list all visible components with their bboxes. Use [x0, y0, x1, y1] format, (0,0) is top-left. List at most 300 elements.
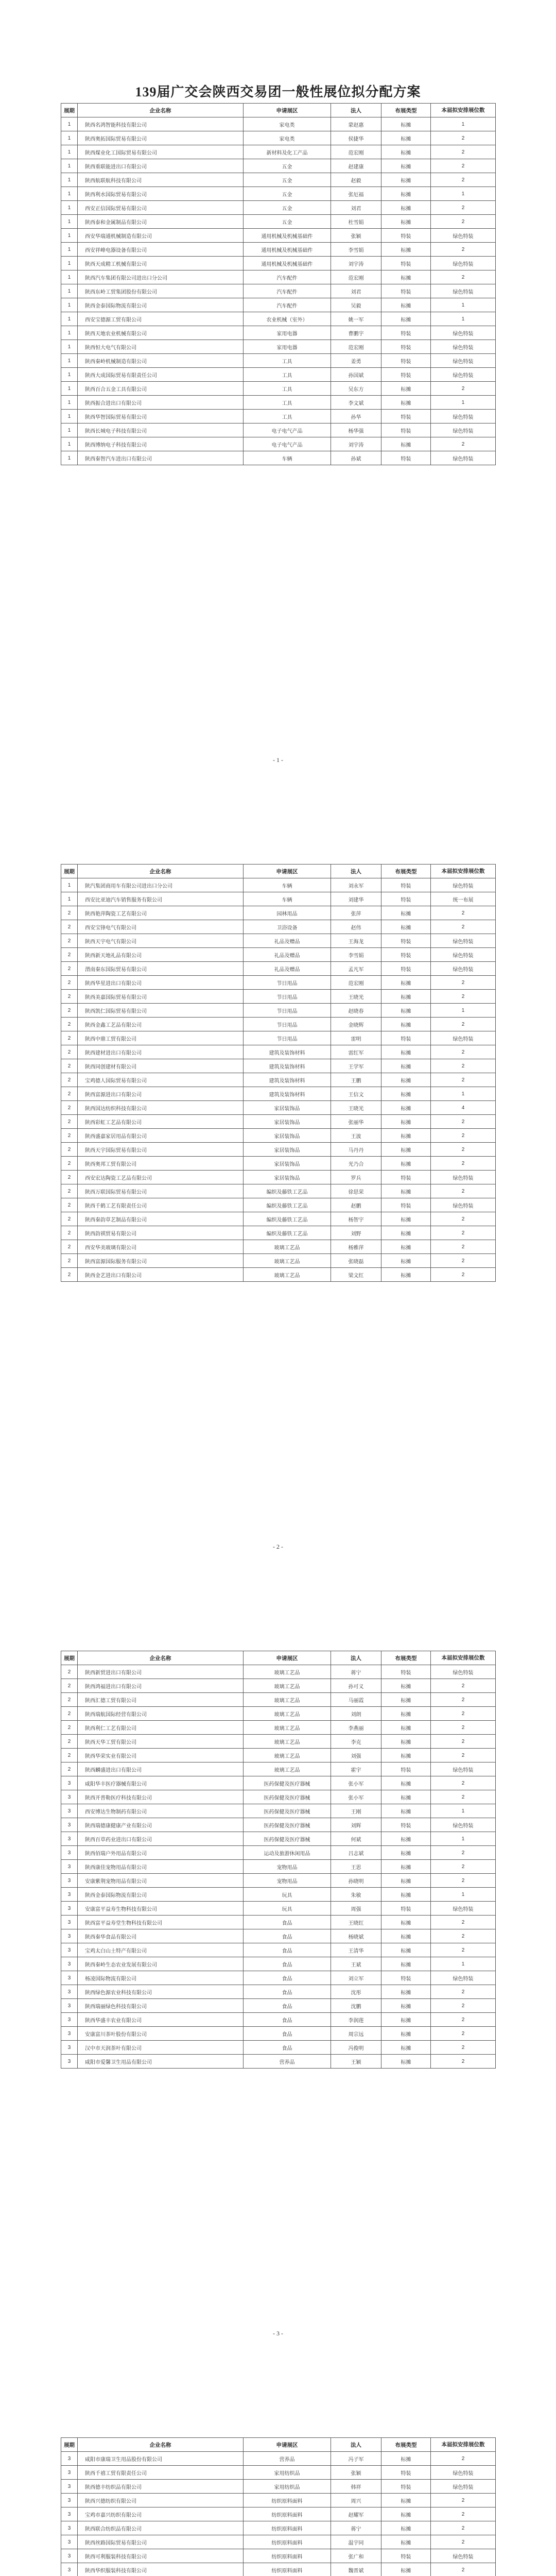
- col-company: 陕西奥邦工贸有限公司: [78, 1157, 244, 1171]
- col-booth-count: 2: [431, 215, 496, 229]
- table-row: [61, 243, 496, 257]
- col-booth-count: 绿色特装: [431, 284, 496, 298]
- col-category: 五金: [244, 187, 331, 201]
- col-legal-person: 李文斌: [331, 396, 381, 410]
- col-legal-person: 何斌: [331, 1832, 381, 1846]
- header-booth-count: 本届拟安排展位数: [431, 2438, 496, 2452]
- col-period: 2: [61, 1073, 78, 1087]
- col-legal-person: 蒋宁: [331, 2521, 381, 2535]
- col-period: 2: [61, 1171, 78, 1184]
- col-period: 2: [61, 1665, 78, 1679]
- col-booth-count: 2: [431, 1999, 496, 2013]
- col-legal-person: 吕志斌: [331, 1846, 381, 1860]
- col-legal-person: 范宏刚: [331, 976, 381, 990]
- col-company: 西安比亚迪汽车销售服务有限公司: [78, 892, 244, 906]
- col-period: 3: [61, 2027, 78, 2041]
- col-period: 1: [61, 187, 78, 201]
- table-row: [61, 1226, 496, 1240]
- page-number: - 3 -: [273, 2330, 283, 2337]
- col-category: 节日用品: [244, 1018, 331, 1031]
- col-legal-person: 冯子军: [331, 2452, 381, 2466]
- col-legal-person: 李雪娟: [331, 948, 381, 962]
- col-period: 2: [61, 1157, 78, 1171]
- table-row: [61, 1143, 496, 1157]
- col-company: 杨凌国际物流有限公司: [78, 1971, 244, 1985]
- col-company: 陕西联合纺织品有限公司: [78, 2521, 244, 2535]
- col-category: 营养品: [244, 2452, 331, 2466]
- col-period: 3: [61, 1846, 78, 1860]
- col-category: 五金: [244, 215, 331, 229]
- col-booth-type: 标摊: [381, 1268, 431, 1282]
- col-booth-count: 2: [431, 1929, 496, 1943]
- col-category: 电子电气产品: [244, 423, 331, 437]
- col-category: 医药保健及医疗器械: [244, 1818, 331, 1832]
- col-period: 2: [61, 976, 78, 990]
- col-category: 玻璃工艺品: [244, 1762, 331, 1776]
- col-booth-type: 标摊: [381, 1018, 431, 1031]
- table-row: [61, 354, 496, 368]
- col-company: 陕西佰瑞户外用品有限公司: [78, 1846, 244, 1860]
- col-period: 3: [61, 1832, 78, 1846]
- col-booth-count: 绿色特装: [431, 878, 496, 892]
- col-period: 2: [61, 1212, 78, 1226]
- header-legal-person: 法人: [331, 104, 381, 117]
- col-category: 家居装饰品: [244, 1157, 331, 1171]
- col-period: 3: [61, 2563, 78, 2576]
- table-row: [61, 1818, 496, 1832]
- col-booth-type: 标摊: [381, 1073, 431, 1087]
- col-period: 3: [61, 1916, 78, 1929]
- col-booth-type: 特装: [381, 2480, 431, 2494]
- col-category: 宠物用品: [244, 1874, 331, 1888]
- col-booth-type: 标摊: [381, 1226, 431, 1240]
- col-category: 食品: [244, 1999, 331, 2013]
- table-row: [61, 312, 496, 326]
- col-period: 3: [61, 1804, 78, 1818]
- col-legal-person: 温宇同: [331, 2535, 381, 2549]
- col-booth-type: 特装: [381, 229, 431, 243]
- col-booth-type: 标摊: [381, 1832, 431, 1846]
- col-company: 陕西富源进出口有限公司: [78, 1087, 244, 1101]
- col-category: 玻璃工艺品: [244, 1268, 331, 1282]
- col-booth-type: 标摊: [381, 243, 431, 257]
- col-period: 1: [61, 131, 78, 145]
- col-category: 汽车配件: [244, 270, 331, 284]
- col-booth-type: 标摊: [381, 1101, 431, 1115]
- col-company: 西安祥峰电器设备有限公司: [78, 243, 244, 257]
- col-booth-count: 2: [431, 173, 496, 187]
- header-legal-person: 法人: [331, 1651, 381, 1665]
- table-row: [61, 451, 496, 465]
- col-period: 1: [61, 340, 78, 354]
- col-category: 食品: [244, 1916, 331, 1929]
- col-company: 陕西汽车集团有限公司进出口分公司: [78, 270, 244, 284]
- table-row: [61, 2480, 496, 2494]
- col-booth-count: 2: [431, 1707, 496, 1721]
- col-period: 1: [61, 423, 78, 437]
- table-row: [61, 145, 496, 159]
- col-legal-person: 刘宇涛: [331, 257, 381, 270]
- col-category: 家电类: [244, 131, 331, 145]
- col-booth-count: 2: [431, 976, 496, 990]
- col-category: 营养品: [244, 2055, 331, 2069]
- col-category: 编织及藤铁工艺品: [244, 1184, 331, 1198]
- header-legal-person: 法人: [331, 865, 381, 878]
- table-row: [61, 2013, 496, 2027]
- col-booth-type: 特装: [381, 2549, 431, 2563]
- col-legal-person: 赵建康: [331, 159, 381, 173]
- col-legal-person: 赵鹏: [331, 1198, 381, 1212]
- col-period: 2: [61, 1004, 78, 1018]
- col-period: 2: [61, 1693, 78, 1707]
- col-booth-count: 绿色特装: [431, 2466, 496, 2480]
- col-booth-type: 标摊: [381, 2027, 431, 2041]
- col-legal-person: 李燕丽: [331, 1721, 381, 1735]
- col-booth-type: 特装: [381, 410, 431, 423]
- table-row: [61, 2494, 496, 2507]
- col-booth-type: 标摊: [381, 382, 431, 396]
- col-booth-type: 特装: [381, 962, 431, 976]
- col-category: 家电类: [244, 117, 331, 131]
- col-category: 工具: [244, 410, 331, 423]
- col-company: 咸阳华丰医疗器械有限公司: [78, 1776, 244, 1790]
- col-booth-type: 标摊: [381, 312, 431, 326]
- col-period: 3: [61, 1943, 78, 1957]
- col-booth-count: 2: [431, 1943, 496, 1957]
- col-booth-type: 标摊: [381, 117, 431, 131]
- col-booth-type: 标摊: [381, 906, 431, 920]
- col-legal-person: 蒙赵惠: [331, 117, 381, 131]
- col-period: 2: [61, 1707, 78, 1721]
- table-row: [61, 1087, 496, 1101]
- col-category: 节日用品: [244, 1031, 331, 1045]
- col-booth-count: 绿色特装: [431, 1762, 496, 1776]
- col-booth-type: 特装: [381, 1971, 431, 1985]
- table-row: [61, 1268, 496, 1282]
- col-booth-count: 绿色特装: [431, 410, 496, 423]
- col-company: 安康紫荆宠物用品有限公司: [78, 1874, 244, 1888]
- col-category: 建筑及装饰材料: [244, 1045, 331, 1059]
- page-4: [0, 2360, 556, 2576]
- page-number: - 1 -: [273, 756, 283, 764]
- col-company: 宝鸡市嘉兴纺织有限公司: [78, 2507, 244, 2521]
- table-row: [61, 1665, 496, 1679]
- col-period: 2: [61, 906, 78, 920]
- col-category: 家用纺织品: [244, 2480, 331, 2494]
- table-row: [61, 1184, 496, 1198]
- col-legal-person: 张小军: [331, 1790, 381, 1804]
- table-row: [61, 326, 496, 340]
- col-booth-type: 标摊: [381, 1240, 431, 1254]
- col-period: 2: [61, 1762, 78, 1776]
- col-period: 3: [61, 2452, 78, 2466]
- table-row: [61, 1776, 496, 1790]
- col-category: 纺织原料面料: [244, 2563, 331, 2576]
- col-period: 2: [61, 1749, 78, 1762]
- col-company: 陕西天宇电气有限公司: [78, 934, 244, 948]
- col-booth-count: 2: [431, 1059, 496, 1073]
- col-category: 玻璃工艺品: [244, 1693, 331, 1707]
- col-booth-count: 2: [431, 1860, 496, 1874]
- col-period: 1: [61, 145, 78, 159]
- col-company: 陕西可利服装科技有限公司: [78, 2549, 244, 2563]
- table-row: [61, 1004, 496, 1018]
- table-row: [61, 173, 496, 187]
- col-company: 陕西德丰纺织品有限公司: [78, 2480, 244, 2494]
- col-booth-type: 标摊: [381, 1888, 431, 1902]
- col-category: 农业机械（室外）: [244, 312, 331, 326]
- col-period: 3: [61, 2041, 78, 2055]
- col-period: 1: [61, 382, 78, 396]
- col-booth-count: 绿色特装: [431, 1818, 496, 1832]
- col-booth-count: 2: [431, 1679, 496, 1693]
- col-legal-person: 姚一军: [331, 312, 381, 326]
- col-company: 陕西博纳电子科技有限公司: [78, 437, 244, 451]
- col-booth-type: 特装: [381, 1031, 431, 1045]
- header-category: 申请展区: [244, 865, 331, 878]
- col-legal-person: 吴东方: [331, 382, 381, 396]
- col-legal-person: 刘永军: [331, 878, 381, 892]
- col-period: 1: [61, 451, 78, 465]
- col-period: 2: [61, 1129, 78, 1143]
- col-legal-person: 王海龙: [331, 934, 381, 948]
- col-period: 2: [61, 948, 78, 962]
- col-company: 陕西长城电子科技有限公司: [78, 423, 244, 437]
- col-booth-type: 标摊: [381, 145, 431, 159]
- col-booth-type: 特装: [381, 257, 431, 270]
- col-period: 2: [61, 1087, 78, 1101]
- col-legal-person: 杨华强: [331, 423, 381, 437]
- table-row: [61, 159, 496, 173]
- col-booth-type: 标摊: [381, 187, 431, 201]
- col-booth-count: 2: [431, 1045, 496, 1059]
- col-period: 1: [61, 396, 78, 410]
- col-booth-count: 2: [431, 131, 496, 145]
- col-booth-type: 标摊: [381, 1004, 431, 1018]
- col-booth-type: 特装: [381, 1762, 431, 1776]
- col-company: 陕西同创建材有限公司: [78, 1059, 244, 1073]
- col-legal-person: 孙斌: [331, 451, 381, 465]
- col-booth-count: 绿色特装: [431, 368, 496, 382]
- col-company: 陕西百合五金工具有限公司: [78, 382, 244, 396]
- col-period: 3: [61, 1776, 78, 1790]
- col-category: 礼品及赠品: [244, 934, 331, 948]
- table-row: [61, 892, 496, 906]
- col-legal-person: 王晓光: [331, 1101, 381, 1115]
- table-row: [61, 131, 496, 145]
- table-row: [61, 878, 496, 892]
- col-category: 宠物用品: [244, 1860, 331, 1874]
- col-booth-count: 2: [431, 2563, 496, 2576]
- col-booth-count: 绿色特装: [431, 1031, 496, 1045]
- col-company: 陕西千鹤工艺有限责任公司: [78, 1198, 244, 1212]
- col-booth-count: 1: [431, 1888, 496, 1902]
- header-booth-type: 布展类型: [381, 865, 431, 878]
- header-category: 申请展区: [244, 2438, 331, 2452]
- col-company: 西安宝锋电气有限公司: [78, 920, 244, 934]
- col-period: 2: [61, 934, 78, 948]
- col-booth-type: 标摊: [381, 1184, 431, 1198]
- col-booth-type: 标摊: [381, 131, 431, 145]
- col-company: 汉中市天润茶叶有限公司: [78, 2041, 244, 2055]
- col-period: 2: [61, 990, 78, 1004]
- col-company: 陕西新天地礼品有限公司: [78, 948, 244, 962]
- col-legal-person: 张厄福: [331, 187, 381, 201]
- col-company: 陕西利仁工艺有限公司: [78, 1721, 244, 1735]
- col-period: 3: [61, 2480, 78, 2494]
- table-header-row: [61, 104, 496, 117]
- table-row: [61, 1254, 496, 1268]
- col-legal-person: 朱敏: [331, 1888, 381, 1902]
- col-booth-count: 2: [431, 1916, 496, 1929]
- col-category: 玻璃工艺品: [244, 1254, 331, 1268]
- col-booth-count: 2: [431, 1693, 496, 1707]
- col-period: 2: [61, 1045, 78, 1059]
- col-company: 陕西大成国际贸易有限责任公司: [78, 368, 244, 382]
- col-legal-person: 张小军: [331, 1776, 381, 1790]
- col-company: 陕西绿色源农业科技有限公司: [78, 1985, 244, 1999]
- header-booth-count: 本届拟安排展位数: [431, 1651, 496, 1665]
- col-booth-count: 2: [431, 159, 496, 173]
- col-period: 3: [61, 2535, 78, 2549]
- col-category: 家居装饰品: [244, 1101, 331, 1115]
- col-legal-person: 王斌: [331, 1957, 381, 1971]
- col-booth-count: 2: [431, 270, 496, 284]
- col-booth-type: 特装: [381, 878, 431, 892]
- col-booth-count: 1: [431, 187, 496, 201]
- header-period: 展期: [61, 2438, 78, 2452]
- allocation-table: [61, 103, 496, 465]
- col-company: 陕西金泰国际物流有限公司: [78, 298, 244, 312]
- col-booth-type: 标摊: [381, 437, 431, 451]
- allocation-table: [61, 2437, 496, 2576]
- col-company: 安康富平益寿生物科技有限公司: [78, 1902, 244, 1916]
- col-category: 家居装饰品: [244, 1115, 331, 1129]
- col-legal-person: 罗兵: [331, 1171, 381, 1184]
- col-company: 宝鸡太白山土特产有限公司: [78, 1943, 244, 1957]
- col-category: 纺织原料面料: [244, 2549, 331, 2563]
- col-booth-count: 2: [431, 2535, 496, 2549]
- col-company: 陕西天华工贸有限公司: [78, 1735, 244, 1749]
- col-booth-count: 2: [431, 1240, 496, 1254]
- col-category: 车辆: [244, 451, 331, 465]
- table-row: [61, 298, 496, 312]
- col-category: 食品: [244, 1957, 331, 1971]
- col-booth-count: 绿色特装: [431, 326, 496, 340]
- col-booth-type: 标摊: [381, 1693, 431, 1707]
- col-period: 2: [61, 962, 78, 976]
- col-booth-type: 标摊: [381, 1943, 431, 1957]
- table-row: [61, 1171, 496, 1184]
- col-company: 陕西建材进出口有限公司: [78, 1045, 244, 1059]
- col-legal-person: 王鹏: [331, 1073, 381, 1087]
- col-booth-type: 标摊: [381, 1721, 431, 1735]
- col-booth-count: 2: [431, 1268, 496, 1282]
- col-period: 1: [61, 117, 78, 131]
- table-row: [61, 1874, 496, 1888]
- col-category: 通用机械及机械基础件: [244, 229, 331, 243]
- col-category: 工具: [244, 382, 331, 396]
- col-legal-person: 李雪娟: [331, 243, 381, 257]
- col-company: 陕西秦华食品有限公司: [78, 1929, 244, 1943]
- col-legal-person: 刘建华: [331, 892, 381, 906]
- col-category: 玻璃工艺品: [244, 1721, 331, 1735]
- col-period: 1: [61, 243, 78, 257]
- table-row: [61, 396, 496, 410]
- col-category: 新材料及化工产品: [244, 145, 331, 159]
- col-booth-type: 标摊: [381, 1860, 431, 1874]
- col-booth-count: 2: [431, 1115, 496, 1129]
- col-period: 2: [61, 1240, 78, 1254]
- col-booth-type: 特装: [381, 326, 431, 340]
- col-booth-count: 2: [431, 2041, 496, 2055]
- table-row: [61, 2452, 496, 2466]
- col-booth-count: 2: [431, 2055, 496, 2069]
- header-period: 展期: [61, 865, 78, 878]
- col-category: 医药保健及医疗器械: [244, 1790, 331, 1804]
- col-category: 食品: [244, 2041, 331, 2055]
- table-row: [61, 270, 496, 284]
- col-legal-person: 马丽霞: [331, 1693, 381, 1707]
- table-row: [61, 2027, 496, 2041]
- col-booth-count: 2: [431, 1985, 496, 1999]
- col-booth-count: 1: [431, 312, 496, 326]
- col-period: 2: [61, 1031, 78, 1045]
- col-legal-person: 范宏刚: [331, 270, 381, 284]
- col-booth-count: 2: [431, 1790, 496, 1804]
- col-period: 3: [61, 1790, 78, 1804]
- col-legal-person: 孙可义: [331, 1679, 381, 1693]
- col-period: 1: [61, 437, 78, 451]
- col-legal-person: 刘立军: [331, 1971, 381, 1985]
- col-booth-type: 特装: [381, 423, 431, 437]
- col-booth-count: 2: [431, 2027, 496, 2041]
- table-row: [61, 948, 496, 962]
- table-row: [61, 1059, 496, 1073]
- col-booth-count: 2: [431, 1184, 496, 1198]
- table-row: [61, 2507, 496, 2521]
- col-legal-person: 王清华: [331, 1943, 381, 1957]
- col-period: 2: [61, 1184, 78, 1198]
- col-company: 陕西丝路国际贸易有限公司: [78, 2535, 244, 2549]
- col-category: 园林用品: [244, 906, 331, 920]
- col-period: 3: [61, 2013, 78, 2027]
- table-row: [61, 976, 496, 990]
- col-booth-type: 标摊: [381, 2535, 431, 2549]
- table-row: [61, 920, 496, 934]
- col-legal-person: 刘君: [331, 284, 381, 298]
- col-period: 3: [61, 2466, 78, 2480]
- col-company: 陕西恒大电气有限公司: [78, 340, 244, 354]
- col-legal-person: 吴毅: [331, 298, 381, 312]
- col-company: 陕西盛嘉家居用品有限公司: [78, 1129, 244, 1143]
- col-period: 3: [61, 1929, 78, 1943]
- col-booth-count: 2: [431, 1254, 496, 1268]
- table-row: [61, 382, 496, 396]
- col-legal-person: 孙国斌: [331, 368, 381, 382]
- col-company: 西安博达生物制药有限公司: [78, 1804, 244, 1818]
- col-company: 陕西瑞航国际经营有限公司: [78, 1707, 244, 1721]
- col-category: 电子电气产品: [244, 437, 331, 451]
- col-category: 运动及旅游休闲用品: [244, 1846, 331, 1860]
- col-legal-person: 杨晓斌: [331, 1929, 381, 1943]
- col-company: 西安华瑞通机械制造有限公司: [78, 229, 244, 243]
- col-booth-type: 标摊: [381, 2452, 431, 2466]
- col-company: 陕西艳萍陶瓷工艺有限公司: [78, 906, 244, 920]
- col-category: 食品: [244, 1929, 331, 1943]
- col-period: 1: [61, 215, 78, 229]
- col-booth-count: 1: [431, 1804, 496, 1818]
